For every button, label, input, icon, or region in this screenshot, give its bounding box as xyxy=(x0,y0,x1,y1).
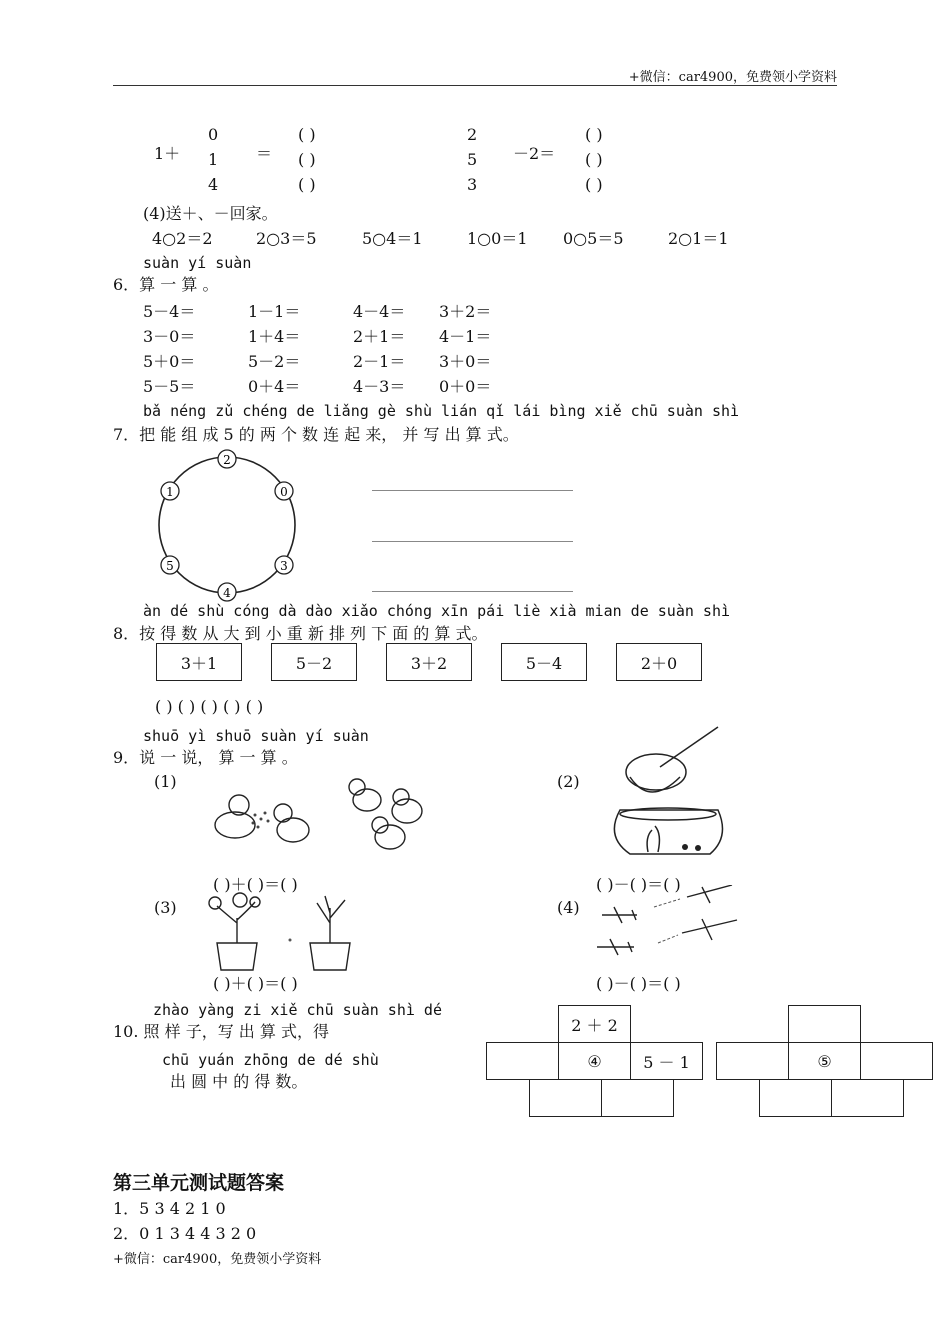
answer-blank[interactable]: ( ) xyxy=(585,150,603,169)
q5-sub4-item[interactable]: 1○0＝1 xyxy=(467,229,528,248)
number-node[interactable] xyxy=(161,556,179,574)
q8-pinyin: àn dé shù cóng dà dào xiǎo chóng xīn pái liè xià mian de suàn shì xyxy=(143,602,730,620)
arithmetic-problem[interactable]: 4－1＝ xyxy=(439,327,492,346)
q10-line-2: 出 圆 中 的 得 数。 xyxy=(170,1072,308,1091)
page-header: +微信：car4900，免费领小学资料 xyxy=(628,70,837,85)
grid-cell-right: 5 － 1 xyxy=(630,1042,703,1080)
answers-line: 2．0 1 3 4 4 3 2 0 xyxy=(113,1224,257,1243)
arithmetic-problem[interactable]: 4－4＝ xyxy=(353,302,406,321)
equation-sub[interactable]: ( )－( )＝( ) xyxy=(596,875,681,894)
arithmetic-problem[interactable]: 0＋0＝ xyxy=(439,377,492,396)
q5-right-num: 3 xyxy=(467,175,478,194)
answers-line: 1．5 3 4 2 1 0 xyxy=(113,1199,226,1218)
grid-cell-blank[interactable] xyxy=(860,1042,933,1080)
q6-title: 6．算 一 算 。 xyxy=(113,275,219,294)
chicks-picture xyxy=(205,775,430,865)
number-circle-diagram xyxy=(150,448,310,608)
header-rule xyxy=(113,85,837,86)
arithmetic-problem[interactable]: 5－4＝ xyxy=(143,302,196,321)
arithmetic-problem[interactable]: 1－1＝ xyxy=(248,302,301,321)
number-node[interactable] xyxy=(161,482,179,500)
q10-pinyin-2: chū yuán zhōng de dé shù xyxy=(162,1051,379,1069)
q5-left-num: 1 xyxy=(208,150,219,169)
q5-right-op: －2＝ xyxy=(513,144,556,163)
page-footer: +微信：car4900，免费领小学资料 xyxy=(113,1252,322,1267)
arithmetic-problem[interactable]: 2－1＝ xyxy=(353,352,406,371)
number-node[interactable] xyxy=(218,583,236,601)
answer-line[interactable] xyxy=(372,490,573,491)
answer-blanks[interactable]: ( ) ( ) ( ) ( ) ( ) xyxy=(155,697,264,716)
equation-sub[interactable]: ( )－( )＝( ) xyxy=(596,974,681,993)
q6-pinyin: suàn yí suàn xyxy=(143,254,252,272)
equation-add[interactable]: ( )＋( )＝( ) xyxy=(213,974,298,993)
grid-cell-blank[interactable] xyxy=(759,1079,832,1117)
arithmetic-problem[interactable]: 5－5＝ xyxy=(143,377,196,396)
arithmetic-problem[interactable]: 2＋1＝ xyxy=(353,327,406,346)
flower-pots-picture xyxy=(195,888,370,973)
expression-box: 5－2 xyxy=(271,643,357,681)
q5-right-num: 5 xyxy=(467,150,478,169)
expression-box: 3＋1 xyxy=(156,643,242,681)
q10-pinyin-1: zhào yàng zi xiě chū suàn shì dé xyxy=(153,1001,442,1019)
q5-right-num: 2 xyxy=(467,125,478,144)
answer-blank[interactable]: ( ) xyxy=(298,125,316,144)
svg-text:0: 0 xyxy=(280,485,288,499)
expression-box: 3＋2 xyxy=(386,643,472,681)
svg-text:1: 1 xyxy=(166,485,174,499)
planes-picture xyxy=(592,885,747,970)
svg-text:4: 4 xyxy=(223,586,231,600)
grid-cell-center: ⑤ xyxy=(788,1042,861,1080)
grid-cell-blank[interactable] xyxy=(716,1042,789,1080)
grid-cell-blank[interactable] xyxy=(486,1042,559,1080)
svg-text:3: 3 xyxy=(280,559,288,573)
answer-line[interactable] xyxy=(372,591,573,592)
grid-cell-blank[interactable] xyxy=(529,1079,602,1117)
q9-label: (2) xyxy=(557,772,580,791)
answer-blank[interactable]: ( ) xyxy=(298,150,316,169)
arithmetic-problem[interactable]: 5＋0＝ xyxy=(143,352,196,371)
q5-sub4-item[interactable]: 5○4＝1 xyxy=(362,229,423,248)
number-node[interactable] xyxy=(275,482,293,500)
q9-label: (1) xyxy=(154,772,177,791)
q5-sub4-item[interactable]: 0○5＝5 xyxy=(563,229,624,248)
q5-sub4-item[interactable]: 2○1＝1 xyxy=(668,229,729,248)
answer-blank[interactable]: ( ) xyxy=(585,175,603,194)
svg-text:2: 2 xyxy=(223,453,231,467)
arithmetic-problem[interactable]: 3＋2＝ xyxy=(439,302,492,321)
arithmetic-problem[interactable]: 0＋4＝ xyxy=(248,377,301,396)
q5-left-num: 0 xyxy=(208,125,219,144)
expression-box: 5－4 xyxy=(501,643,587,681)
q5-sub4-title: (4)送＋、－回家。 xyxy=(143,204,278,223)
arithmetic-problem[interactable]: 3＋0＝ xyxy=(439,352,492,371)
arithmetic-problem[interactable]: 5－2＝ xyxy=(248,352,301,371)
q5-sub4-item[interactable]: 2○3＝5 xyxy=(256,229,317,248)
q9-title: 9．说 一 说， 算 一 算 。 xyxy=(113,748,298,767)
answer-blank[interactable]: ( ) xyxy=(585,125,603,144)
answer-line[interactable] xyxy=(372,541,573,542)
q5-left-num: 4 xyxy=(208,175,219,194)
q5-sub4-item[interactable]: 4○2＝2 xyxy=(152,229,213,248)
q8-title: 8．按 得 数 从 大 到 小 重 新 排 列 下 面 的 算 式。 xyxy=(113,624,488,643)
grid-cell-blank[interactable] xyxy=(601,1079,674,1117)
svg-text:5: 5 xyxy=(166,559,174,573)
grid-cell-blank[interactable] xyxy=(831,1079,904,1117)
number-node[interactable] xyxy=(218,450,236,468)
q10-line-1: 10. 照 样 子，写 出 算 式，得 xyxy=(113,1022,329,1041)
expression-box: 2＋0 xyxy=(616,643,702,681)
grid-cell-top: 2 ＋ 2 xyxy=(558,1005,631,1043)
q9-label: (3) xyxy=(154,898,177,917)
number-node[interactable] xyxy=(275,556,293,574)
q7-title: 7．把 能 组 成 5 的 两 个 数 连 起 来， 并 写 出 算 式。 xyxy=(113,425,519,444)
q5-left-eq: ＝ xyxy=(256,144,273,163)
q7-pinyin: bǎ néng zǔ chéng de liǎng gè shù lián qǐ lái bìng xiě chū suàn shì xyxy=(143,402,740,420)
arithmetic-problem[interactable]: 3－0＝ xyxy=(143,327,196,346)
big-circle xyxy=(159,457,295,593)
q5-left-prefix: 1＋ xyxy=(154,144,181,163)
arithmetic-problem[interactable]: 4－3＝ xyxy=(353,377,406,396)
answers-title: 第三单元测试题答案 xyxy=(113,1172,285,1194)
arithmetic-problem[interactable]: 1＋4＝ xyxy=(248,327,301,346)
q9-label: (4) xyxy=(557,898,580,917)
equation-add[interactable]: ( )＋( )＝( ) xyxy=(213,875,298,894)
grid-cell-blank[interactable] xyxy=(788,1005,861,1043)
q9-pinyin: shuō yì shuō suàn yí suàn xyxy=(143,727,369,745)
answer-blank[interactable]: ( ) xyxy=(298,175,316,194)
fish-bowl-picture xyxy=(600,722,735,862)
grid-cell-center: ④ xyxy=(558,1042,631,1080)
